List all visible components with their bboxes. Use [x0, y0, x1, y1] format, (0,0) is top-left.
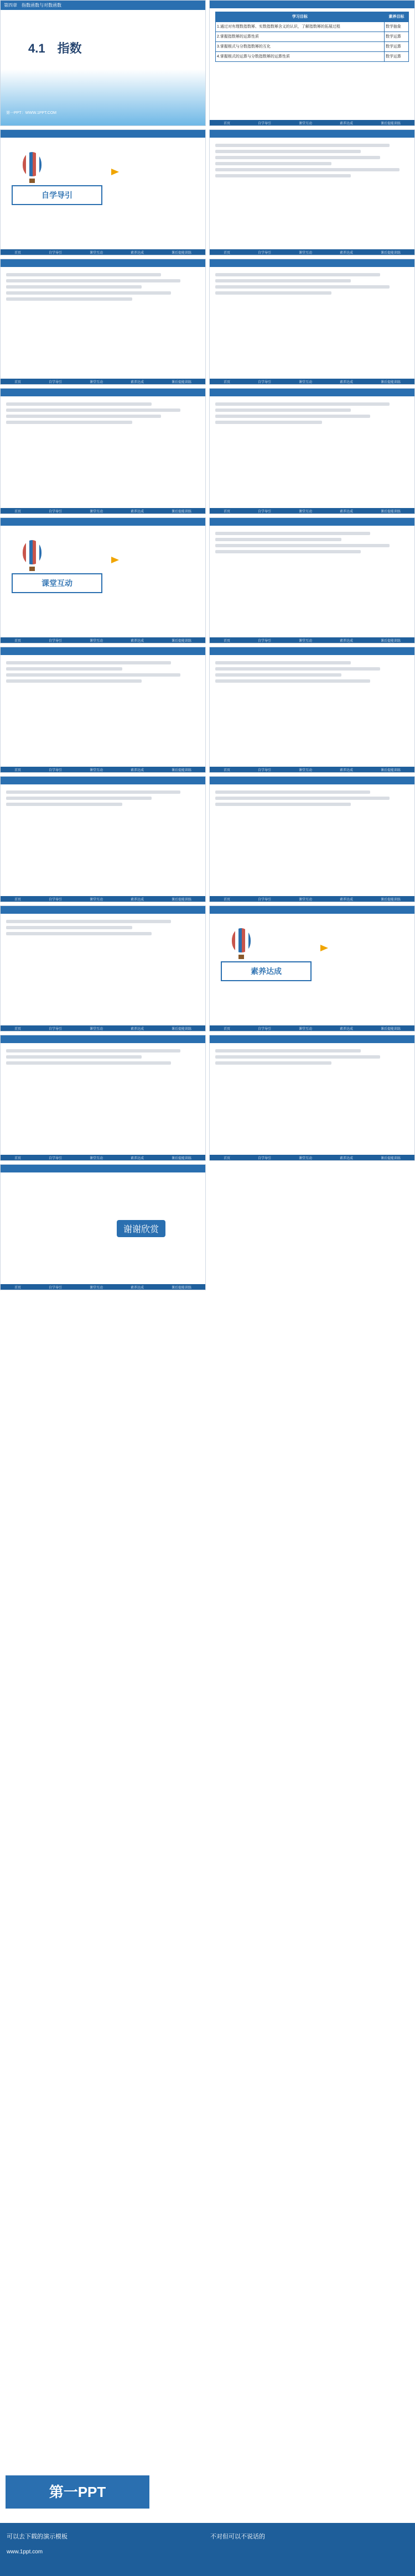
- nav-interactive[interactable]: 课堂互动: [89, 1286, 103, 1290]
- nav-self-study[interactable]: 自学导引: [48, 1027, 62, 1031]
- basket-icon: [29, 567, 35, 571]
- slide-topbar: [1, 1165, 205, 1172]
- nav-home[interactable]: 首页: [14, 251, 21, 255]
- nav-homework[interactable]: 课后提能训练: [171, 380, 191, 384]
- nav-self-study[interactable]: 自学导引: [257, 251, 271, 255]
- slide-nav: [210, 379, 414, 384]
- content-slide: [209, 388, 415, 514]
- nav-home[interactable]: 首页: [14, 1027, 21, 1031]
- objective-2-literacy: 数学运算: [384, 32, 408, 42]
- slide-topbar: [210, 777, 414, 784]
- nav-homework[interactable]: 课后提能训练: [380, 251, 401, 255]
- nav-homework[interactable]: 课后提能训练: [380, 768, 401, 772]
- nav-interactive[interactable]: 课堂互动: [298, 122, 312, 125]
- footer: [0, 2470, 415, 2576]
- section-literacy-slide: [209, 905, 415, 1032]
- slide-nav: [1, 379, 205, 384]
- objectives-header-goal: 学习目标: [216, 12, 385, 22]
- nav-interactive[interactable]: 课堂互动: [298, 251, 312, 255]
- nav-self-study[interactable]: 自学导引: [48, 510, 62, 514]
- slide-topbar: [210, 130, 414, 138]
- nav-homework[interactable]: 课后提能训练: [171, 1027, 191, 1031]
- nav-homework[interactable]: 课后提能训练: [380, 898, 401, 902]
- content-slide: [209, 776, 415, 902]
- objectives-table: [215, 12, 409, 62]
- nav-literacy[interactable]: 素养达成: [130, 768, 144, 772]
- nav-interactive[interactable]: 课堂互动: [89, 639, 103, 643]
- nav-homework[interactable]: 课后提能训练: [171, 510, 191, 514]
- slide-nav: [1, 1025, 205, 1031]
- content-slide: [209, 1035, 415, 1161]
- nav-self-study[interactable]: 自学导引: [257, 510, 271, 514]
- objective-3-literacy: 数学运算: [384, 42, 408, 52]
- nav-interactive[interactable]: 课堂互动: [298, 1027, 312, 1031]
- slide-nav: [210, 896, 414, 902]
- nav-home[interactable]: 首页: [14, 768, 21, 772]
- nav-homework[interactable]: 课后提能训练: [171, 251, 191, 255]
- slide-nav: [1, 767, 205, 772]
- slide-topbar: [1, 1035, 205, 1043]
- nav-self-study[interactable]: 自学导引: [257, 380, 271, 384]
- slide-nav: [210, 767, 414, 772]
- nav-homework[interactable]: 课后提能训练: [171, 1286, 191, 1290]
- slide-topbar: [1, 518, 205, 526]
- nav-self-study[interactable]: 自学导引: [48, 251, 62, 255]
- nav-self-study[interactable]: 自学导引: [257, 122, 271, 125]
- slide-nav: [210, 508, 414, 514]
- nav-interactive[interactable]: 课堂互动: [89, 380, 103, 384]
- nav-homework[interactable]: 课后提能训练: [380, 1156, 401, 1160]
- nav-homework[interactable]: 课后提能训练: [171, 768, 191, 772]
- nav-homework[interactable]: 课后提能训练: [171, 639, 191, 643]
- nav-interactive[interactable]: 课堂互动: [298, 380, 312, 384]
- nav-literacy[interactable]: 素养达成: [339, 898, 353, 902]
- content-slide: [209, 647, 415, 773]
- slide-topbar: [1, 777, 205, 784]
- slide-nav: [210, 1025, 414, 1031]
- nav-home[interactable]: 首页: [14, 1286, 21, 1290]
- balloon-icon: [23, 152, 42, 176]
- nav-literacy[interactable]: 素养达成: [339, 380, 353, 384]
- nav-interactive[interactable]: 课堂互动: [298, 768, 312, 772]
- slide-topbar: [210, 647, 414, 655]
- objective-1: 1.通过对有理数指数幂、实数指数幂含义的认识，了解指数幂的拓展过程: [216, 22, 385, 32]
- nav-interactive[interactable]: 课堂互动: [298, 898, 312, 902]
- nav-interactive[interactable]: 课堂互动: [89, 510, 103, 514]
- balloon-icon: [23, 540, 42, 564]
- footer-right-text: 不对但可以不说话的: [210, 2533, 265, 2540]
- nav-home[interactable]: 首页: [223, 380, 230, 384]
- nav-self-study[interactable]: 自学导引: [48, 1156, 62, 1160]
- nav-literacy[interactable]: 素养达成: [130, 251, 144, 255]
- nav-homework[interactable]: 课后提能训练: [380, 122, 401, 125]
- footer-site[interactable]: www.1ppt.com: [7, 2549, 43, 2555]
- website-url: 第一PPT：WWW.1PPT.COM: [6, 111, 56, 115]
- objective-3: 3.掌握根式与分数指数幂的互化: [216, 42, 385, 52]
- nav-home[interactable]: 首页: [14, 1156, 21, 1160]
- nav-literacy[interactable]: 素养达成: [130, 1027, 144, 1031]
- nav-home[interactable]: 首页: [223, 251, 230, 255]
- objective-4: 4.掌握根式的运算与分数指数幂的运算性质: [216, 52, 385, 62]
- chapter-label: 第四章 指数函数与对数函数: [4, 3, 61, 8]
- nav-home[interactable]: 首页: [223, 898, 230, 902]
- section-self-study-slide: [0, 129, 206, 255]
- nav-interactive[interactable]: 课堂互动: [298, 1156, 312, 1160]
- nav-literacy[interactable]: 素养达成: [339, 251, 353, 255]
- slide-nav: [1, 1284, 205, 1290]
- slide-topbar: [1, 647, 205, 655]
- nav-home[interactable]: 首页: [14, 898, 21, 902]
- slide-topbar: [1, 389, 205, 396]
- thanks-slide: [0, 1164, 206, 1290]
- paper-plane-icon: [111, 557, 119, 563]
- nav-literacy[interactable]: 素养达成: [130, 639, 144, 643]
- slide-topbar: [1, 130, 205, 138]
- content-slide: [0, 776, 206, 902]
- nav-literacy[interactable]: 素养达成: [130, 1286, 144, 1290]
- nav-home[interactable]: 首页: [223, 122, 230, 125]
- footer-logo: 第一PPT: [6, 2475, 149, 2509]
- lesson-title: 4.1 指数: [28, 41, 82, 55]
- nav-literacy[interactable]: 素养达成: [339, 639, 353, 643]
- slide-nav: [1, 1155, 205, 1160]
- slide-topbar: [210, 518, 414, 526]
- balloon-icon: [232, 928, 251, 952]
- objective-2: 2.掌握指数幂的运算性质: [216, 32, 385, 42]
- nav-interactive[interactable]: 课堂互动: [89, 768, 103, 772]
- nav-home[interactable]: 首页: [223, 510, 230, 514]
- slide-topbar: [1, 259, 205, 267]
- nav-literacy[interactable]: 素养达成: [339, 1156, 353, 1160]
- nav-literacy[interactable]: 素养达成: [339, 122, 353, 125]
- nav-homework[interactable]: 课后提能训练: [171, 1156, 191, 1160]
- objective-1-literacy: 数学抽象: [384, 22, 408, 32]
- content-slide: [209, 259, 415, 385]
- nav-literacy[interactable]: 素养达成: [130, 510, 144, 514]
- nav-self-study[interactable]: 自学导引: [257, 1156, 271, 1160]
- objectives-header-literacy: 素养目标: [384, 12, 408, 22]
- footer-panel: [0, 2523, 415, 2576]
- content-slide: [0, 388, 206, 514]
- nav-self-study[interactable]: 自学导引: [48, 1286, 62, 1290]
- nav-self-study[interactable]: 自学导引: [257, 639, 271, 643]
- slide-nav: [210, 249, 414, 255]
- nav-home[interactable]: 首页: [223, 1027, 230, 1031]
- objective-4-literacy: 数学运算: [384, 52, 408, 62]
- slide-nav: [1, 637, 205, 643]
- nav-self-study[interactable]: 自学导引: [257, 898, 271, 902]
- nav-literacy[interactable]: 素养达成: [130, 380, 144, 384]
- content-slide: [0, 647, 206, 773]
- nav-interactive[interactable]: 课堂互动: [89, 1027, 103, 1031]
- content-slide: [0, 259, 206, 385]
- nav-literacy[interactable]: 素养达成: [339, 510, 353, 514]
- nav-homework[interactable]: 课后提能训练: [380, 639, 401, 643]
- objectives-slide: [209, 0, 415, 126]
- nav-home[interactable]: 首页: [223, 1156, 230, 1160]
- slide-topbar: [210, 259, 414, 267]
- slide-nav: [1, 896, 205, 902]
- slide-topbar: [1, 906, 205, 914]
- slide-topbar: [210, 1, 414, 8]
- nav-self-study[interactable]: 自学导引: [257, 1027, 271, 1031]
- chapter-header: [1, 1, 205, 10]
- slide-nav: [210, 120, 414, 125]
- slide-topbar: [210, 906, 414, 914]
- basket-icon: [29, 179, 35, 183]
- nav-literacy[interactable]: 素养达成: [130, 898, 144, 902]
- content-slide: [209, 517, 415, 643]
- nav-interactive[interactable]: 课堂互动: [89, 1156, 103, 1160]
- slide-topbar: [210, 389, 414, 396]
- nav-home[interactable]: 首页: [14, 639, 21, 643]
- nav-literacy[interactable]: 素养达成: [130, 1156, 144, 1160]
- paper-plane-icon: [111, 169, 119, 175]
- nav-self-study[interactable]: 自学导引: [48, 380, 62, 384]
- section-banner: 自学导引: [12, 185, 102, 205]
- slide-nav: [1, 249, 205, 255]
- nav-home[interactable]: 首页: [14, 510, 21, 514]
- slide-nav: [210, 637, 414, 643]
- nav-home[interactable]: 首页: [14, 380, 21, 384]
- title-slide: [0, 0, 206, 126]
- nav-home[interactable]: 首页: [223, 639, 230, 643]
- nav-literacy[interactable]: 素养达成: [339, 1027, 353, 1031]
- nav-homework[interactable]: 课后提能训练: [380, 1027, 401, 1031]
- slide-nav: [1, 508, 205, 514]
- thanks-banner: 谢谢欣赏: [117, 1220, 165, 1237]
- nav-self-study[interactable]: 自学导引: [257, 768, 271, 772]
- basket-icon: [238, 955, 244, 959]
- nav-homework[interactable]: 课后提能训练: [380, 510, 401, 514]
- section-banner: 课堂互动: [12, 573, 102, 593]
- section-interactive-slide: [0, 517, 206, 643]
- section-banner: 素养达成: [221, 961, 312, 981]
- nav-home[interactable]: 首页: [223, 768, 230, 772]
- nav-interactive[interactable]: 课堂互动: [298, 639, 312, 643]
- slide-nav: [210, 1155, 414, 1160]
- content-slide: [209, 129, 415, 255]
- nav-homework[interactable]: 课后提能训练: [380, 380, 401, 384]
- content-slide: [0, 1035, 206, 1161]
- nav-interactive[interactable]: 课堂互动: [89, 251, 103, 255]
- paper-plane-icon: [320, 945, 328, 951]
- nav-interactive[interactable]: 课堂互动: [89, 898, 103, 902]
- nav-literacy[interactable]: 素养达成: [339, 768, 353, 772]
- nav-interactive[interactable]: 课堂互动: [298, 510, 312, 514]
- slide-topbar: [210, 1035, 414, 1043]
- nav-self-study[interactable]: 自学导引: [48, 898, 62, 902]
- footer-left-text: 可以去下载的演示模板: [7, 2533, 68, 2540]
- nav-self-study[interactable]: 自学导引: [48, 639, 62, 643]
- nav-self-study[interactable]: 自学导引: [48, 768, 62, 772]
- content-slide: [0, 905, 206, 1032]
- nav-homework[interactable]: 课后提能训练: [171, 898, 191, 902]
